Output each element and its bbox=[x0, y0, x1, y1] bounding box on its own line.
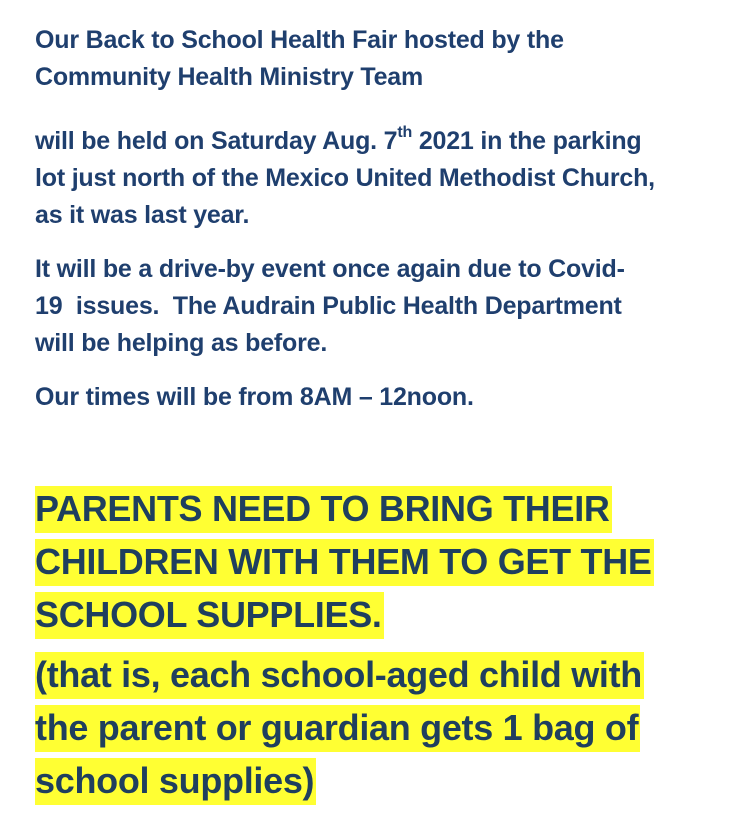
date-location-paragraph bbox=[35, 123, 740, 234]
notice-line-3: SCHOOL SUPPLIES. bbox=[35, 588, 740, 641]
times-paragraph bbox=[35, 379, 740, 416]
location-line-2: as it was last year. bbox=[35, 201, 250, 229]
intro-line-1: Our Back to School Health Fair hosted by the bbox=[35, 26, 564, 54]
notice-paragraph bbox=[35, 482, 740, 641]
clarification-line-1: (that is, each school-aged child with bbox=[35, 648, 740, 701]
date-line-end: 2021 in the parking bbox=[412, 127, 642, 155]
notice-line-1: PARENTS NEED TO BRING THEIR bbox=[35, 482, 740, 535]
driveby-line-2: 19 issues. The Audrain Public Health Department bbox=[35, 292, 622, 320]
notice-line-2: CHILDREN WITH THEM TO GET THE bbox=[35, 535, 740, 588]
date-ordinal-suffix: th bbox=[397, 123, 413, 141]
intro-line-2: Community Health Ministry Team bbox=[35, 63, 424, 91]
clarification-paragraph bbox=[35, 648, 740, 807]
driveby-paragraph bbox=[35, 251, 740, 362]
driveby-line-3: will be helping as before. bbox=[35, 329, 328, 357]
clarification-line-3: school supplies) bbox=[35, 754, 740, 807]
location-line-1: lot just north of the Mexico United Methodist Church, bbox=[35, 164, 655, 192]
driveby-line-1: It will be a drive-by event once again due to Covid- bbox=[35, 255, 625, 283]
times-line: Our times will be from 8AM – 12noon. bbox=[35, 383, 474, 411]
date-line-start: will be held on Saturday Aug. 7 bbox=[35, 127, 398, 155]
clarification-line-2: the parent or guardian gets 1 bag of bbox=[35, 701, 740, 754]
date-line bbox=[35, 123, 740, 160]
flyer-document bbox=[35, 22, 740, 807]
intro-paragraph bbox=[35, 22, 740, 96]
